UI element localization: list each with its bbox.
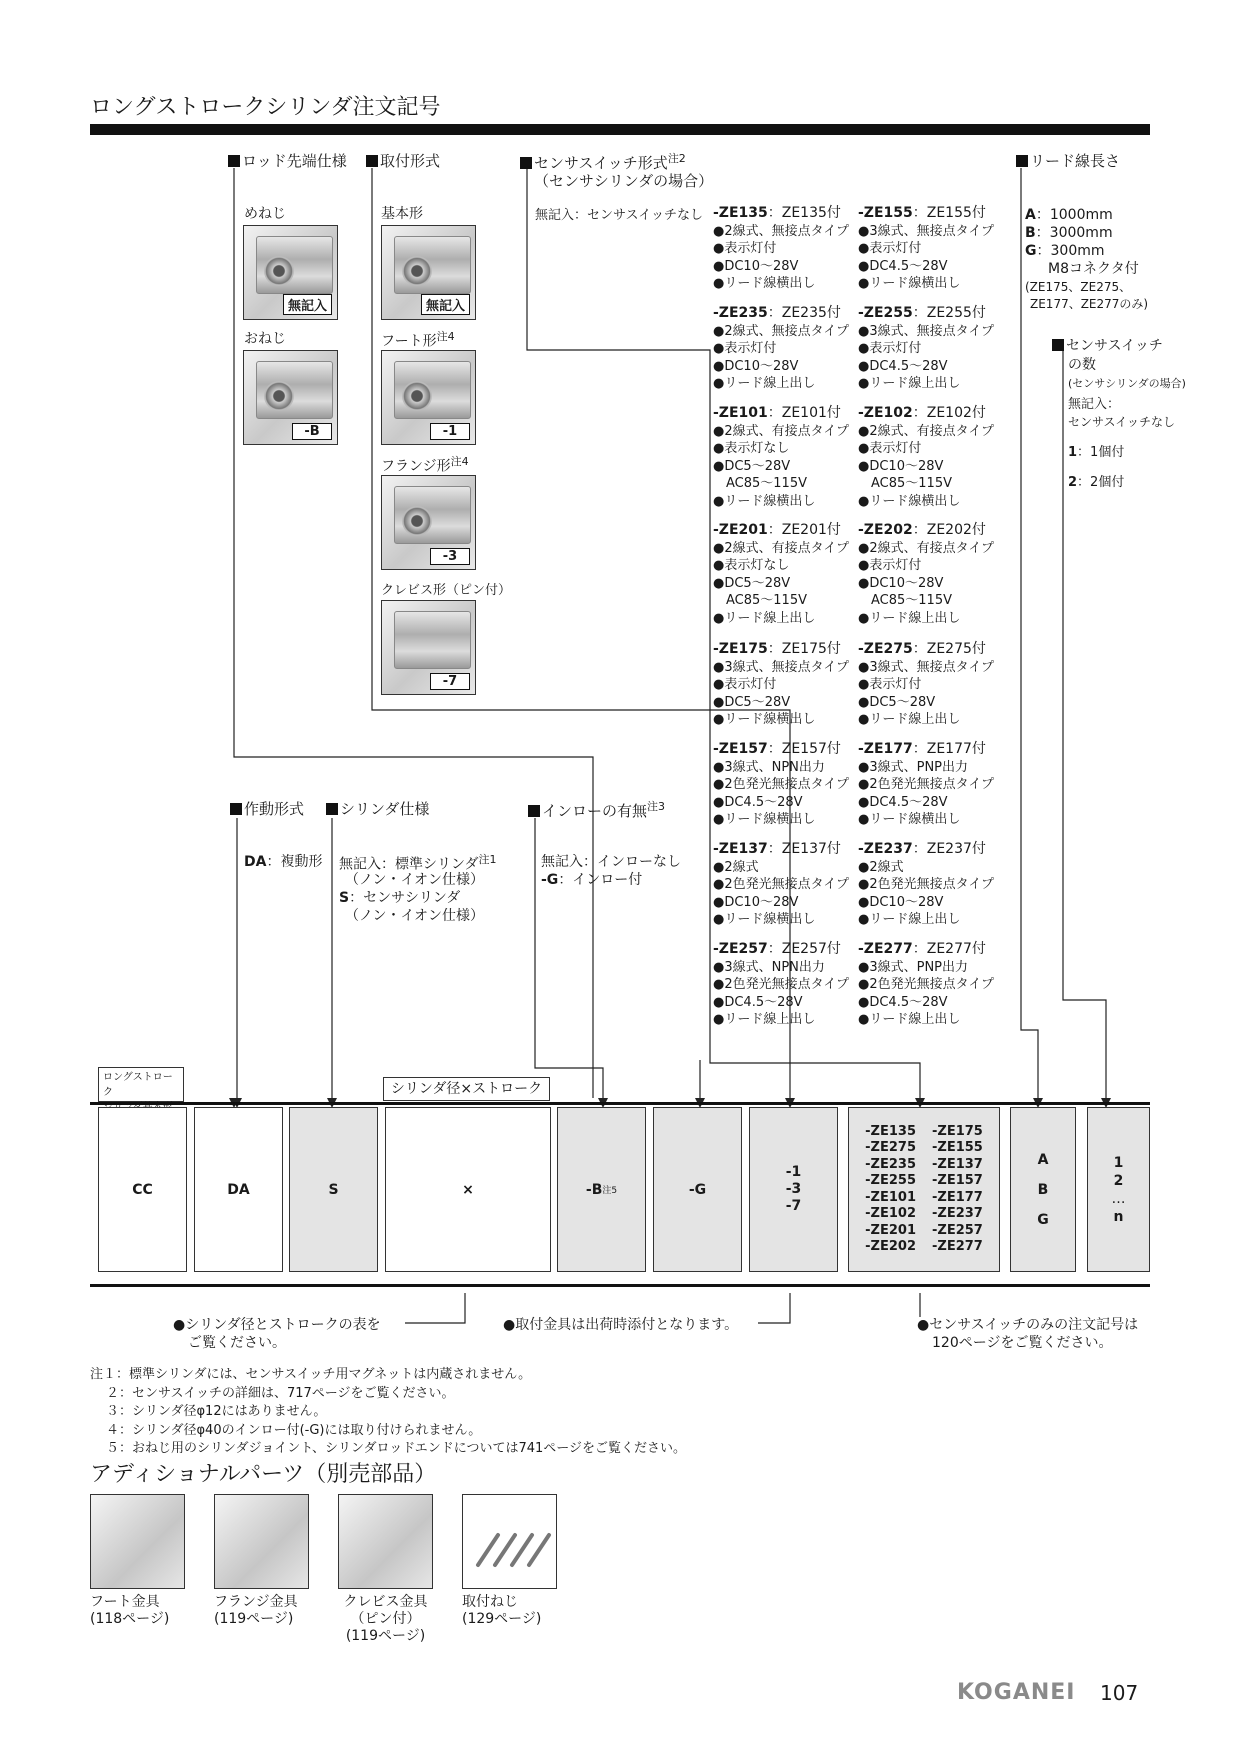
lead-a: A：1000mm <box>1025 207 1113 223</box>
sensor-item-spec: ●表示灯付 <box>713 677 777 692</box>
sensor-item-code: -ZE202 <box>858 522 913 538</box>
sensor-item-spec: ●DC10〜28V <box>713 258 799 274</box>
sensor-item-name: ：ZE102付 <box>912 405 986 421</box>
sensor-item-code: -ZE155 <box>858 205 913 221</box>
count-head: センサスイッチ <box>1052 337 1163 355</box>
count-head2: の数 <box>1068 357 1096 373</box>
sensor-item-name: ：ZE175付 <box>767 641 841 657</box>
mount-flange-photo: -3 <box>381 475 476 570</box>
sensor-item-name: ：ZE255付 <box>912 305 986 321</box>
sensor-item-spec: AC85〜115V <box>713 476 807 491</box>
inlow-l1: 無記入：インローなし <box>541 854 681 870</box>
count-none: 無記入： <box>1068 397 1121 412</box>
count-two: 2：2個付 <box>1068 475 1125 490</box>
sensor-item-spec: ●表示灯付 <box>858 241 922 256</box>
sensor-item-name: ：ZE201付 <box>767 522 841 538</box>
footnotes: 注１：標準シリンダには、センサスイッチ用マグネットは内蔵されません。 ２：センサスイッチの詳細は、717ページをご覧ください。 ３：シリンダ径φ12にはありません。 ４：シリンダ径φ40のインロー付(-G)には取り付けられません。 ５：おねじ用のシリンダジョイント、シリンダロッドエンドについては741ページをご覧ください。 <box>90 1367 687 1456</box>
sensor-item-spec: ●表示灯付 <box>858 677 922 692</box>
sensor-item <box>858 405 994 510</box>
sensor-item-spec: ●2線式、無接点タイプ <box>713 223 849 239</box>
code-box-b: -B 注5 <box>557 1107 646 1272</box>
bore-stroke-label: シリンダ径×ストローク <box>383 1077 550 1101</box>
lead-g-note1: (ZE175、ZE275、 <box>1025 280 1132 294</box>
sensor-item <box>713 522 849 627</box>
note-sensor-only: ●センサスイッチのみの注文記号は <box>917 1317 1139 1333</box>
sensor-item <box>858 641 994 729</box>
action-head: 作動形式 <box>230 800 304 819</box>
sensor-code: -ZE257 <box>932 1222 983 1238</box>
mount-clevis: クレビス形（ピン付） <box>381 583 512 598</box>
sensor-item-spec: ●リード線上出し <box>858 1012 961 1027</box>
sensor-item-spec: ●DC5〜28V <box>713 575 791 591</box>
mount-clevis-photo: -7 <box>381 600 476 695</box>
rod-female-photo: 無記入 <box>243 225 338 320</box>
sensor-item-spec: ●リード線横出し <box>713 912 816 927</box>
count-one: 1：1個付 <box>1068 445 1125 460</box>
spec-l3: S：センサシリンダ <box>339 890 461 906</box>
sensor-item-spec: ●リード線横出し <box>713 276 816 291</box>
rod-head: ロッド先端仕様 <box>228 152 347 171</box>
sensor-code: -ZE102 <box>865 1206 916 1221</box>
sensor-item-code: -ZE275 <box>858 641 913 657</box>
sensor-item-spec: ●表示灯付 <box>858 341 922 356</box>
boxes-top-rule <box>90 1102 1150 1105</box>
sensor-item-code: -ZE277 <box>858 941 913 957</box>
sensor-item-spec: ●表示灯なし <box>713 558 790 573</box>
sensor-item-spec: ●DC5〜28V <box>858 694 936 710</box>
spec-l4: （ノン・イオン仕様） <box>345 908 485 924</box>
code-box-lead: A B G <box>1010 1107 1076 1272</box>
sensor-item-name: ：ZE101付 <box>767 405 841 421</box>
clevis-bracket-photo <box>338 1494 433 1589</box>
sensor-item-spec: ●リード線上出し <box>858 376 961 391</box>
sensor-item-name: ：ZE157付 <box>767 741 841 757</box>
sensor-item-spec: ●リード線横出し <box>713 812 816 827</box>
basic-model-label: ロングストローク <box>98 1067 184 1102</box>
code-box-mount: -1 -3 -7 <box>749 1107 838 1272</box>
sensor-item-code: -ZE102 <box>858 405 913 421</box>
sensor-item-spec: ●DC10〜28V <box>858 894 944 910</box>
sensor-item-spec: ●2色発光無接点タイプ <box>713 777 849 792</box>
part-flange-label: フランジ金具 (119ページ) <box>214 1594 298 1627</box>
sensor-item-spec: ●3線式、無接点タイプ <box>858 323 994 339</box>
sensor-code: -ZE137 <box>932 1156 983 1172</box>
sensor-item-spec: ●2色発光無接点タイプ <box>713 977 849 992</box>
mount-head: 取付形式 <box>366 152 440 171</box>
sensor-item-spec: ●リード線上出し <box>713 1012 816 1027</box>
sensor-item-spec: ●DC10〜28V <box>858 575 944 591</box>
code-box-sensor <box>848 1107 1000 1272</box>
sensor-item-spec: ●3線式、無接点タイプ <box>858 223 994 239</box>
sensor-item <box>858 205 994 293</box>
sensor-item-spec: ●3線式、NPN出力 <box>713 759 825 775</box>
boxes-bottom-rule <box>90 1284 1150 1287</box>
sensor-head: センサスイッチ形式$^{注2}$ <box>520 152 686 173</box>
count-none2: センサスイッチなし <box>1068 415 1176 429</box>
sensor-item-spec: AC85〜115V <box>858 476 952 491</box>
sensor-item-name: ：ZE202付 <box>912 522 986 538</box>
mounting-screw-photo <box>462 1494 557 1589</box>
lead-b: B：3000mm <box>1025 225 1113 241</box>
sensor-item-name: ：ZE275付 <box>912 641 986 657</box>
sensor-item-spec: ●表示灯付 <box>858 558 922 573</box>
sensor-item <box>858 841 994 929</box>
note-bore-table: ●シリンダ径とストロークの表を <box>173 1317 381 1333</box>
sensor-item-code: -ZE235 <box>713 305 768 321</box>
rod-female: めねじ <box>244 206 286 222</box>
sensor-item-spec: ●リード線上出し <box>713 610 816 626</box>
inlow-head: インローの有無$^{注3}$ <box>528 800 665 821</box>
sensor-item-spec: ●リード線横出し <box>858 276 961 291</box>
lead-head: リード線長さ <box>1016 152 1120 171</box>
note-bore-table-2: ご覧ください。 <box>188 1335 286 1351</box>
sensor-item-name: ：ZE235付 <box>767 305 841 321</box>
sensor-code: -ZE277 <box>932 1239 983 1254</box>
sensor-item-spec: ●表示灯付 <box>713 341 777 356</box>
sensor-item-spec: ●リード線上出し <box>858 610 961 626</box>
code-box-bore-stroke: × <box>385 1107 551 1272</box>
sensor-code: -ZE255 <box>865 1173 916 1188</box>
mount-foot-photo: -1 <box>381 350 476 445</box>
parts-title: アディショナルパーツ（別売部品） <box>90 1462 437 1487</box>
sensor-code: -ZE157 <box>932 1173 983 1188</box>
sensor-item-spec: ●リード線上出し <box>858 912 961 927</box>
sensor-item-spec: ●2線式、有接点タイプ <box>858 540 994 556</box>
sensor-item-spec: ●表示灯なし <box>713 441 790 456</box>
sensor-item-spec: ●3線式、NPN出力 <box>713 959 825 975</box>
rod-male: おねじ <box>244 331 286 347</box>
lead-g-sub: M8コネクタ付 <box>1048 261 1139 277</box>
sensor-item-code: -ZE157 <box>713 741 768 757</box>
sensor-item-spec: AC85〜115V <box>713 593 807 608</box>
sensor-item-spec: ●2色発光無接点タイプ <box>858 777 994 792</box>
sensor-item-spec: ●DC4.5〜28V <box>713 794 803 810</box>
sensor-item-spec: ●3線式、PNP出力 <box>858 759 969 775</box>
sensor-item <box>858 305 994 393</box>
mount-foot: フート形$^{注4}$ <box>381 330 455 350</box>
sensor-item-spec: ●リード線横出し <box>713 712 816 727</box>
sensor-item <box>858 522 994 627</box>
sensor-item-spec: ●2色発光無接点タイプ <box>858 877 994 892</box>
sensor-item-spec: ●リード線横出し <box>858 812 961 827</box>
sensor-code: -ZE202 <box>865 1239 916 1254</box>
sensor-item-spec: ●2線式、有接点タイプ <box>858 423 994 439</box>
sensor-item-spec: ●DC4.5〜28V <box>858 994 948 1010</box>
spec-l1: 無記入：標準シリンダ$^{注1}$ <box>339 853 497 873</box>
page-title: ロングストロークシリンダ注文記号 <box>90 95 441 120</box>
mount-basic: 基本形 <box>381 206 423 222</box>
sensor-item <box>858 741 994 829</box>
sensor-item-code: -ZE201 <box>713 522 768 538</box>
sensor-item-name: ：ZE155付 <box>912 205 986 221</box>
sensor-item-code: -ZE255 <box>858 305 913 321</box>
sensor-item-spec: ●DC10〜28V <box>713 894 799 910</box>
lead-g: G：300mm <box>1025 243 1105 259</box>
sensor-sub: （センサシリンダの場合） <box>534 172 714 190</box>
sensor-item <box>713 305 849 393</box>
sensor-item-spec: ●表示灯付 <box>858 441 922 456</box>
sensor-item-name: ：ZE237付 <box>912 841 986 857</box>
sensor-item-spec: ●DC10〜28V <box>713 358 799 374</box>
sensor-item <box>713 405 849 510</box>
sensor-code: -ZE101 <box>865 1189 916 1205</box>
spec-head: シリンダ仕様 <box>326 800 429 819</box>
sensor-code: -ZE275 <box>865 1140 916 1155</box>
sensor-code: -ZE155 <box>932 1140 983 1155</box>
sensor-none: 無記入：センサスイッチなし <box>535 208 703 223</box>
sensor-code: -ZE237 <box>932 1206 983 1221</box>
sensor-item-spec: ●リード線上出し <box>858 712 961 727</box>
brand-logo: KOGANEI <box>957 1680 1076 1705</box>
sensor-item-spec: ●リード線横出し <box>713 493 816 509</box>
sensor-item-spec: AC85〜115V <box>858 593 952 608</box>
sensor-item <box>713 741 849 829</box>
sensor-code: -ZE201 <box>865 1222 916 1238</box>
sensor-item-spec: ●2線式、無接点タイプ <box>713 323 849 339</box>
sensor-item-name: ：ZE177付 <box>912 741 986 757</box>
sensor-code: -ZE235 <box>865 1156 916 1172</box>
sensor-item-spec: ●2線式 <box>713 859 759 875</box>
code-box-s: S <box>289 1107 378 1272</box>
sensor-item-spec: ●DC5〜28V <box>713 694 791 710</box>
sensor-item-spec: ●表示灯付 <box>713 241 777 256</box>
sensor-item-spec: ●リード線横出し <box>858 493 961 509</box>
sensor-code: -ZE177 <box>932 1189 983 1205</box>
note-mount-bracket: ●取付金具は出荷時添付となります。 <box>503 1317 739 1333</box>
sensor-item <box>713 205 849 293</box>
sensor-item-spec: ●3線式、無接点タイプ <box>858 659 994 675</box>
code-box-count: 1 2 … n <box>1087 1107 1150 1272</box>
inlow-l2: -G：インロー付 <box>541 872 643 888</box>
page-number: 107 <box>1100 1681 1139 1705</box>
sensor-item <box>713 641 849 729</box>
sensor-item-code: -ZE135 <box>713 205 768 221</box>
sensor-item-code: -ZE237 <box>858 841 913 857</box>
sensor-item-name: ：ZE257付 <box>767 941 841 957</box>
sensor-item-spec: ●2線式、有接点タイプ <box>713 423 849 439</box>
code-box-da: DA <box>194 1107 283 1272</box>
sensor-item-spec: ●DC10〜28V <box>858 458 944 474</box>
sensor-item-code: -ZE257 <box>713 941 768 957</box>
rod-male-photo: -B <box>243 350 338 445</box>
sensor-item-spec: ●DC4.5〜28V <box>713 994 803 1010</box>
flange-bracket-photo <box>214 1494 309 1589</box>
sensor-item-spec: ●リード線上出し <box>713 376 816 391</box>
sensor-item <box>858 941 994 1029</box>
code-box-cc: CC <box>98 1107 187 1272</box>
sensor-item-code: -ZE101 <box>713 405 768 421</box>
sensor-item <box>713 941 849 1029</box>
sensor-item-spec: ●DC4.5〜28V <box>858 358 948 374</box>
spec-l2: （ノン・イオン仕様） <box>345 872 485 888</box>
mount-flange: フランジ形$^{注4}$ <box>381 455 469 475</box>
foot-bracket-photo <box>90 1494 185 1589</box>
sensor-item-name: ：ZE135付 <box>767 205 841 221</box>
part-screw-label: 取付ねじ (129ページ) <box>462 1594 542 1627</box>
code-box-g: -G <box>653 1107 742 1272</box>
sensor-item-name: ：ZE137付 <box>767 841 841 857</box>
sensor-code: -ZE175 <box>932 1123 983 1139</box>
sensor-item-spec: ●2線式 <box>858 859 904 875</box>
note-sensor-only-2: 120ページをご覧ください。 <box>932 1335 1113 1351</box>
sensor-code: -ZE135 <box>865 1123 916 1139</box>
lead-g-note2: ZE177、ZE277のみ) <box>1030 297 1149 311</box>
sensor-item-spec: ●DC4.5〜28V <box>858 794 948 810</box>
sensor-item-spec: ●2線式、有接点タイプ <box>713 540 849 556</box>
count-sub: (センサシリンダの場合) <box>1068 377 1186 390</box>
sensor-item-spec: ●3線式、PNP出力 <box>858 959 969 975</box>
action-da: DA：複動形 <box>244 854 323 870</box>
sensor-item-spec: ●DC5〜28V <box>713 458 791 474</box>
sensor-item-code: -ZE175 <box>713 641 768 657</box>
part-clevis-label: クレビス金具 （ピン付） (119ページ) <box>343 1594 428 1644</box>
sensor-item-code: -ZE177 <box>858 741 913 757</box>
sensor-item-code: -ZE137 <box>713 841 768 857</box>
sensor-item-spec: ●3線式、無接点タイプ <box>713 659 849 675</box>
part-foot-label: フート金具 (118ページ) <box>90 1594 170 1627</box>
sensor-item-spec: ●DC4.5〜28V <box>858 258 948 274</box>
sensor-item <box>713 841 849 929</box>
mount-basic-photo: 無記入 <box>381 225 476 320</box>
sensor-item-spec: ●2色発光無接点タイプ <box>713 877 849 892</box>
sensor-item-spec: ●2色発光無接点タイプ <box>858 977 994 992</box>
sensor-item-name: ：ZE277付 <box>912 941 986 957</box>
